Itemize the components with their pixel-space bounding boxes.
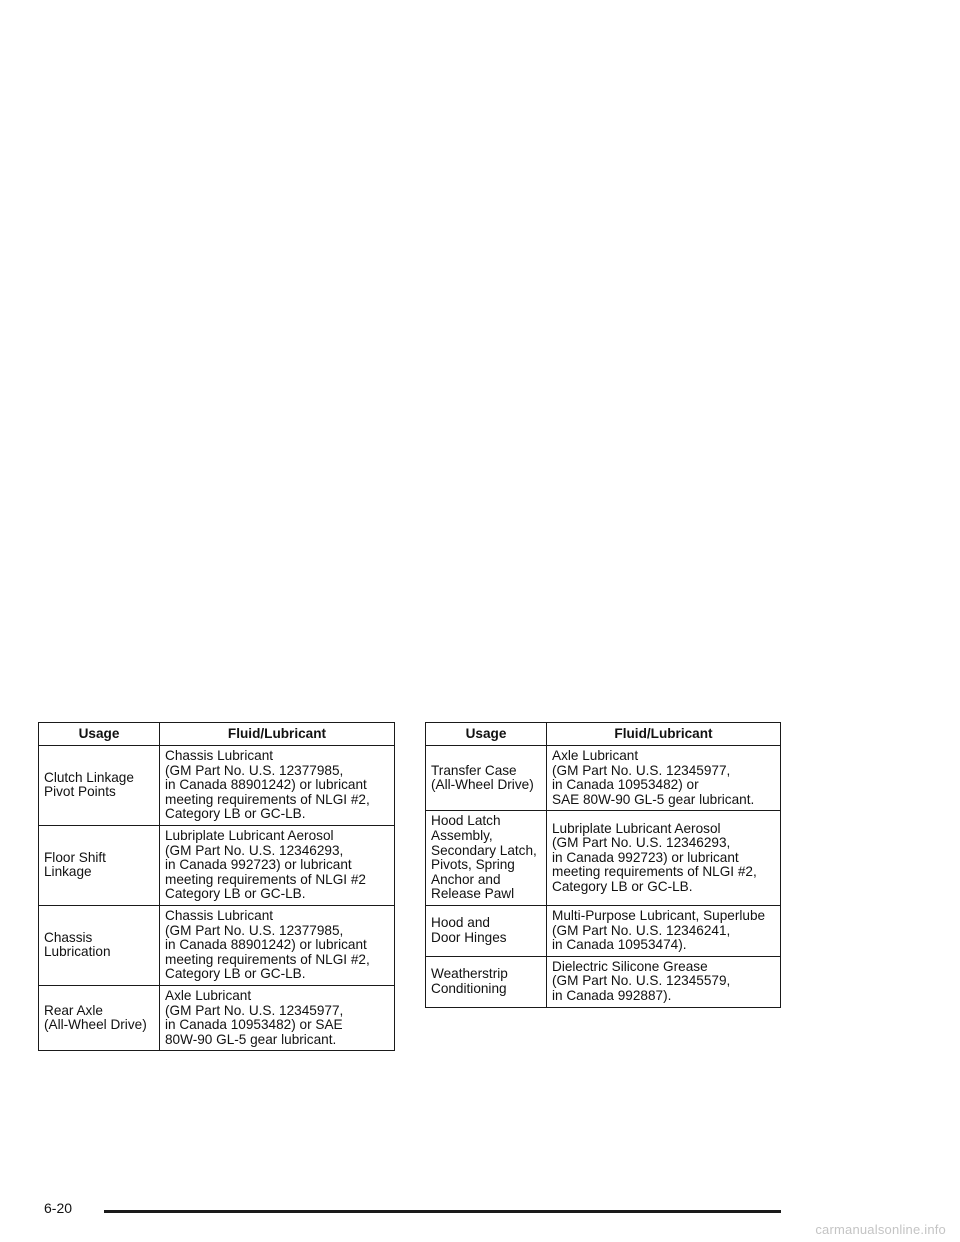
fluid-cell: Chassis Lubricant (GM Part No. U.S. 12377985, in Canada 88901242) or lubricant meeting requirements of NLGI #2, Category LB or GC-LB.: [160, 746, 395, 826]
usage-cell: Weatherstrip Conditioning: [426, 956, 547, 1007]
usage-cell: Rear Axle (All-Wheel Drive): [39, 985, 160, 1050]
table-row: [426, 956, 781, 1007]
usage-cell: Floor Shift Linkage: [39, 825, 160, 905]
fluid-cell: Multi-Purpose Lubricant, Superlube (GM Part No. U.S. 12346241, in Canada 10953474).: [547, 905, 781, 956]
usage-cell: Hood and Door Hinges: [426, 905, 547, 956]
usage-cell: Hood Latch Assembly, Secondary Latch, Pivots, Spring Anchor and Release Pawl: [426, 811, 547, 906]
table-row: [39, 825, 395, 905]
fluid-cell: Axle Lubricant (GM Part No. U.S. 12345977, in Canada 10953482) or SAE 80W-90 GL-5 gear lubricant.: [160, 985, 395, 1050]
table-row: [39, 746, 395, 826]
usage-cell: Transfer Case (All-Wheel Drive): [426, 746, 547, 811]
lubricant-table-right: [425, 722, 781, 1008]
usage-cell: Chassis Lubrication: [39, 905, 160, 985]
column-header-fluid-lubricant: Fluid/Lubricant: [160, 723, 395, 746]
watermark-text: carmanualsonline.info: [815, 1222, 946, 1237]
page-number: 6-20: [44, 1200, 73, 1216]
table-row: [39, 985, 395, 1050]
fluid-cell: Axle Lubricant (GM Part No. U.S. 12345977, in Canada 10953482) or SAE 80W-90 GL-5 gear lubricant.: [547, 746, 781, 811]
table-header-row: [39, 723, 395, 746]
column-header-usage: Usage: [39, 723, 160, 746]
lubricant-table-left: [38, 722, 395, 1051]
table-header-row: [426, 723, 781, 746]
column-header-fluid-lubricant: Fluid/Lubricant: [547, 723, 781, 746]
footer-divider: [104, 1210, 781, 1213]
table-row: [39, 905, 395, 985]
usage-cell: Clutch Linkage Pivot Points: [39, 746, 160, 826]
fluid-cell: Chassis Lubricant (GM Part No. U.S. 12377985, in Canada 88901242) or lubricant meeting requirements of NLGI #2, Category LB or GC-LB.: [160, 905, 395, 985]
fluid-cell: Lubriplate Lubricant Aerosol (GM Part No. U.S. 12346293, in Canada 992723) or lubricant meeting requirements of NLGI #2, Category LB or GC-LB.: [547, 811, 781, 906]
table-row: [426, 811, 781, 906]
fluid-cell: Lubriplate Lubricant Aerosol (GM Part No. U.S. 12346293, in Canada 992723) or lubricant meeting requirements of NLGI #2 Category LB or GC-LB.: [160, 825, 395, 905]
column-header-usage: Usage: [426, 723, 547, 746]
table-row: [426, 746, 781, 811]
fluid-cell: Dielectric Silicone Grease (GM Part No. U.S. 12345579, in Canada 992887).: [547, 956, 781, 1007]
table-row: [426, 905, 781, 956]
